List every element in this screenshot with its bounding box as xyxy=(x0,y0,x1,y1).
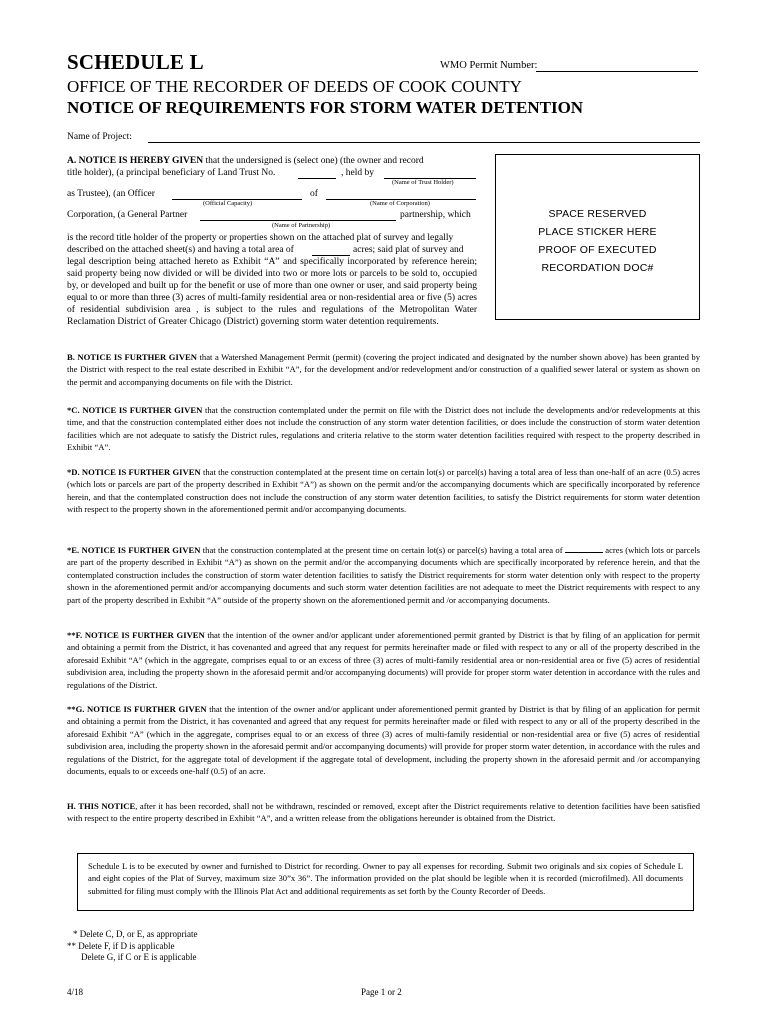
held-by-label: , held by xyxy=(341,168,374,178)
land-trust-label: title holder), (a principal beneficiary of Land Trust No. xyxy=(67,168,276,178)
corporation-name-field[interactable] xyxy=(326,188,476,200)
section-e xyxy=(67,543,700,606)
footer-date: 4/18 xyxy=(67,987,84,997)
acres-plat-label: acres; said plat of survey and xyxy=(353,245,464,255)
section-c-text: that the construction contemplated under the permit on file with the District does not include the developments and/or redevelopments at this time, and that the construction contemplated either does not include the construction of any storm water detention facilities, or does include the construction of storm water detention facilities which are not adequate to satisfy the District rules, regulations and criteria relative to the storm water detention facilities required with respect to the property described in Exhibit “A”. xyxy=(67,405,700,453)
section-h-text: , after it has been recorded, shall not be withdrawn, rescinded or removed, except after the District requirements relative to detention facilities have been satisfied with respect to the entire property described in Exhibit “A”, and a written release from the obligations hereunder is obtained from the District. xyxy=(67,801,700,824)
trust-holder-field[interactable] xyxy=(384,167,476,179)
delete-note-1: * Delete C, D, or E, as appropriate xyxy=(73,929,198,939)
instructions-box xyxy=(77,853,694,911)
section-e-text-a: that the construction contemplated at the present time on certain lot(s) or parcel(s) having a total area of xyxy=(202,545,563,555)
general-partner-label: Corporation, (a General Partner xyxy=(67,210,188,220)
partnership-which-label: partnership, which xyxy=(400,210,471,220)
official-capacity-field[interactable] xyxy=(172,188,302,200)
section-b-lead: B. NOTICE IS FURTHER GIVEN xyxy=(67,352,197,362)
section-a-line1 xyxy=(67,155,479,167)
sticker-reserved-box xyxy=(495,154,700,320)
delete-note-2: ** Delete F, if D is applicable xyxy=(67,940,175,951)
section-d xyxy=(67,466,700,516)
total-area-field[interactable] xyxy=(312,244,350,256)
land-trust-number-field[interactable] xyxy=(298,167,336,179)
section-f xyxy=(67,629,700,691)
corporation-caption: (Name of Corporation) xyxy=(370,200,430,207)
partnership-name-field[interactable] xyxy=(200,209,396,221)
section-d-lead: *D. NOTICE IS FURTHER GIVEN xyxy=(67,467,201,477)
section-a-lead: A. NOTICE IS HEREBY GIVEN xyxy=(67,156,204,166)
section-e-text-b: acres (which lots or parcels are part of the property described in Exhibit “A”) as shown on the permit and/or the accompanying documents which are specifically incorporated by reference herein, and that the contemplated construction includes the construction of storm water detention facilities to satisfy the District requirements for storm water detention only with respect to the property shown in the aforementioned permit and/or accompanying documents and such storm water detention facilities are not adequate to meet the District requirements with respect to any part of the property described in Exhibit “A” outside of the property shown on the aforementioned permit and /or accompanying documents. xyxy=(67,545,701,605)
schedule-title: SCHEDULE L xyxy=(67,50,204,74)
of-label: of xyxy=(310,189,318,199)
section-h-lead: H. THIS NOTICE xyxy=(67,801,136,811)
instructions-text: Schedule L is to be executed by owner and furnished to District for recording. Owner to pay all expenses for recording. Submit two originals and six copies of Schedule L and eight copies of the Plat of Survey, maximum size 30”x 36”. The information provided on the plat should be legible when it is recorded (microfilmed). All documents submitted for filing must comply with the Illinois Plat Act and additional requirements as set forth by the County Recorder of Deeds. xyxy=(88,861,683,896)
sticker-text xyxy=(496,205,699,277)
section-b-text: that a Watershed Management Permit (permit) (covering the project indicated and designated by the number shown above) has been granted by the District with respect to the real estate described in Exhibit “A”, for the development and/or redevelopment and/or construction of a qualified sewer lateral or system as shown on the permit and accompanying documents on file with the District. xyxy=(67,352,700,387)
section-h xyxy=(67,800,700,825)
project-name-field[interactable] xyxy=(148,131,700,143)
delete-note-3: Delete G, if C or E is applicable xyxy=(81,952,197,962)
footer-page-number: Page 1 or 2 xyxy=(361,987,402,997)
notice-heading: NOTICE OF REQUIREMENTS FOR STORM WATER DETENTION xyxy=(67,98,584,117)
sticker-line-3: PROOF OF EXECUTED xyxy=(538,244,657,256)
section-d-text: that the construction contemplated at the present time on certain lot(s) or parcel(s) having a total area of less than one-half of an acre (0.5) acres (which lots or parcels are part of the property described in Exhibit “A”) as shown on the permit and/or the accompanying documents which are specifically incorporated by reference herein, and that the contemplated construction does not include the construction of any storm water detention facilities, to satisfy the District requirements for storm water detention with respect to the property shown in the aforementioned permit and/or accompanying documents. xyxy=(67,467,701,515)
section-a-line2 xyxy=(67,167,275,179)
trust-holder-caption: (Name of Trust Holder) xyxy=(392,179,454,186)
section-a-body: legal description being attached hereto as Exhibit “A” and specifically incorporated by reference herein; said property being now divided or will be divided into two or more lots or parcels to be sold to, occupied by, or developed and built up for the benefit or use of more than one owner or user, and said property being equal to or more than three (3) acres of multi-family residential area or non-residential area or five (5) acres of residential subdivision area , is subject to the rules and regulations of the Metropolitan Water Reclamation District of Greater Chicago (District) governing storm water detention requirements. xyxy=(67,257,477,327)
section-f-lead: **F. NOTICE IS FURTHER GIVEN xyxy=(67,630,205,640)
section-g-lead: **G. NOTICE IS FURTHER GIVEN xyxy=(67,704,207,714)
sticker-line-4: RECORDATION DOC# xyxy=(541,262,654,274)
section-g xyxy=(67,703,700,777)
permit-number-field[interactable] xyxy=(536,60,698,72)
sticker-line-2: PLACE STICKER HERE xyxy=(538,226,657,238)
section-a-line1-text: that the undersigned is (select one) (the owner and record xyxy=(205,156,424,166)
section-a-line5: is the record title holder of the property or properties shown on the attached plat of survey and legally xyxy=(67,233,454,243)
total-area-label: described on the attached sheet(s) and having a total area of xyxy=(67,245,294,255)
section-e-lead: *E. NOTICE IS FURTHER GIVEN xyxy=(67,545,201,555)
section-g-text: that the intention of the owner and/or applicant under aforementioned permit granted by District is that by filing of an application for permit and obtaining a permit from the District, it has covenanted and agreed that any request for permits hereinafter made or filed with respect to any or all of the property described in the aforesaid Exhibit “A” (which in the aggregate, comprises equal to or an excess of three (3) acres of multi-family residential or non-residential area or five (5) acres of residential subdivision area, including the property shown in the aforesaid permit and/or accompanying documents) will provide for proper storm water detention, in accordance with the rules and regulations of the District, for the aggregate total of development if the aggregate total of development, including the property shown in the aforesaid permit and /or accompanying documents, equals to or exceeds one-half (0.5) of an acre. xyxy=(67,704,701,777)
section-c-lead: *C. NOTICE IS FURTHER GIVEN xyxy=(67,405,203,415)
trustee-officer-label: as Trustee), (an Officer xyxy=(67,189,155,199)
partnership-caption: (Name of Partnership) xyxy=(272,222,331,229)
section-c xyxy=(67,404,700,454)
delete-notes xyxy=(67,929,197,964)
section-f-text: that the intention of the owner and/or applicant under aforementioned permit granted by District is that by filing of an application for permit and obtaining a permit from the District, it has covenanted and agreed that any request for permits hereinafter made or filed with respect to any or all of the property described in the aforesaid Exhibit “A” (which in the aggregate, comprises equal to or an excess of three (3) acres of multi-family residential area or non-residential area or five (5) acres of residential subdivision area, including the property shown in the aforesaid permit and/or accompanying documents) will provide for proper storm water detention in accordance with the rules and regulations of the District. xyxy=(67,630,700,690)
section-e-acres-field[interactable] xyxy=(565,543,603,553)
project-name-label: Name of Project: xyxy=(67,132,132,142)
office-heading: OFFICE OF THE RECORDER OF DEEDS OF COOK COUNTY xyxy=(67,77,522,96)
section-b xyxy=(67,351,700,388)
official-capacity-caption: (Official Capacity) xyxy=(203,200,253,207)
permit-number-label: WMO Permit Number: xyxy=(440,60,538,71)
sticker-line-1: SPACE RESERVED xyxy=(548,208,647,220)
